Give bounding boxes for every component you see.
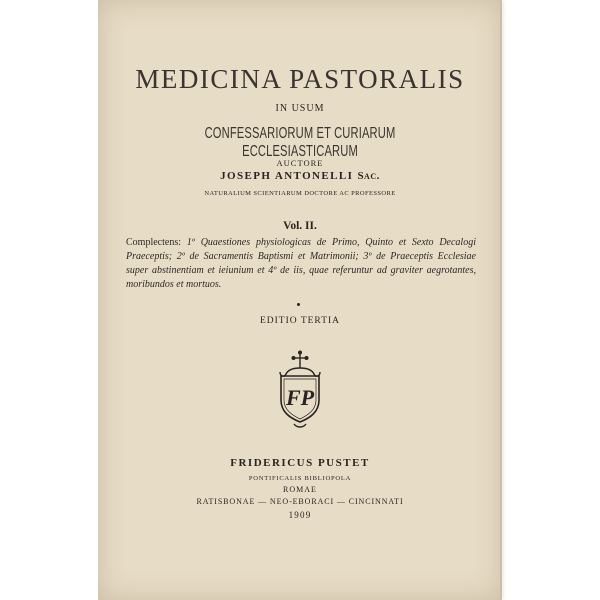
publisher-city: ROMAE [283,485,317,494]
edition-label: EDITIO TERTIA [259,316,341,326]
publisher-name: FRIDERICUS PUSTET [230,457,370,469]
author-line [98,170,502,182]
title-page [98,0,502,600]
contents-description [126,236,476,292]
page-edge [500,0,502,600]
publisher-places: RATISBONAE — NEO-EBORACI — CINCINNATI [196,497,404,506]
contents-lead: Complectens: [126,237,187,248]
volume-label: Vol. II. [283,220,317,232]
emblem-letters: FP [285,385,315,410]
author-name: JOSEPH ANTONELLI [220,170,354,182]
publisher-description: PONTIFICALIS BIBLIOPOLA [248,475,352,482]
separator-dot [297,303,300,306]
author-suffix: Sac. [357,170,380,182]
author-description: NATURALIUM SCIENTIARUM DOCTORE AC PROFESSORE [204,190,396,197]
contents-text: 1º Quaestiones physiologicas de Primo, Quinto et Sexto Decalogi Praeceptis; 2º de Sacramentis Baptismi et Matrimonii; 3º de Praeceptis Ecclesiae super abstinentiam et ieiunium et 4º de iis, quae referuntur ad graviter aegrotantes, moribundos et mortuos. [126,237,476,290]
publication-year: 1909 [288,510,312,520]
main-title: MEDICINA PASTORALIS [135,64,465,94]
auctore-label: AUCTORE [276,158,324,168]
subtitle-in-usum: IN USUM [275,103,325,114]
publisher-emblem-icon [272,350,328,430]
subtitle-confessariorum: CONFESSARIORUM ET CURIARUM ECCLESIASTICARUM [204,125,396,160]
